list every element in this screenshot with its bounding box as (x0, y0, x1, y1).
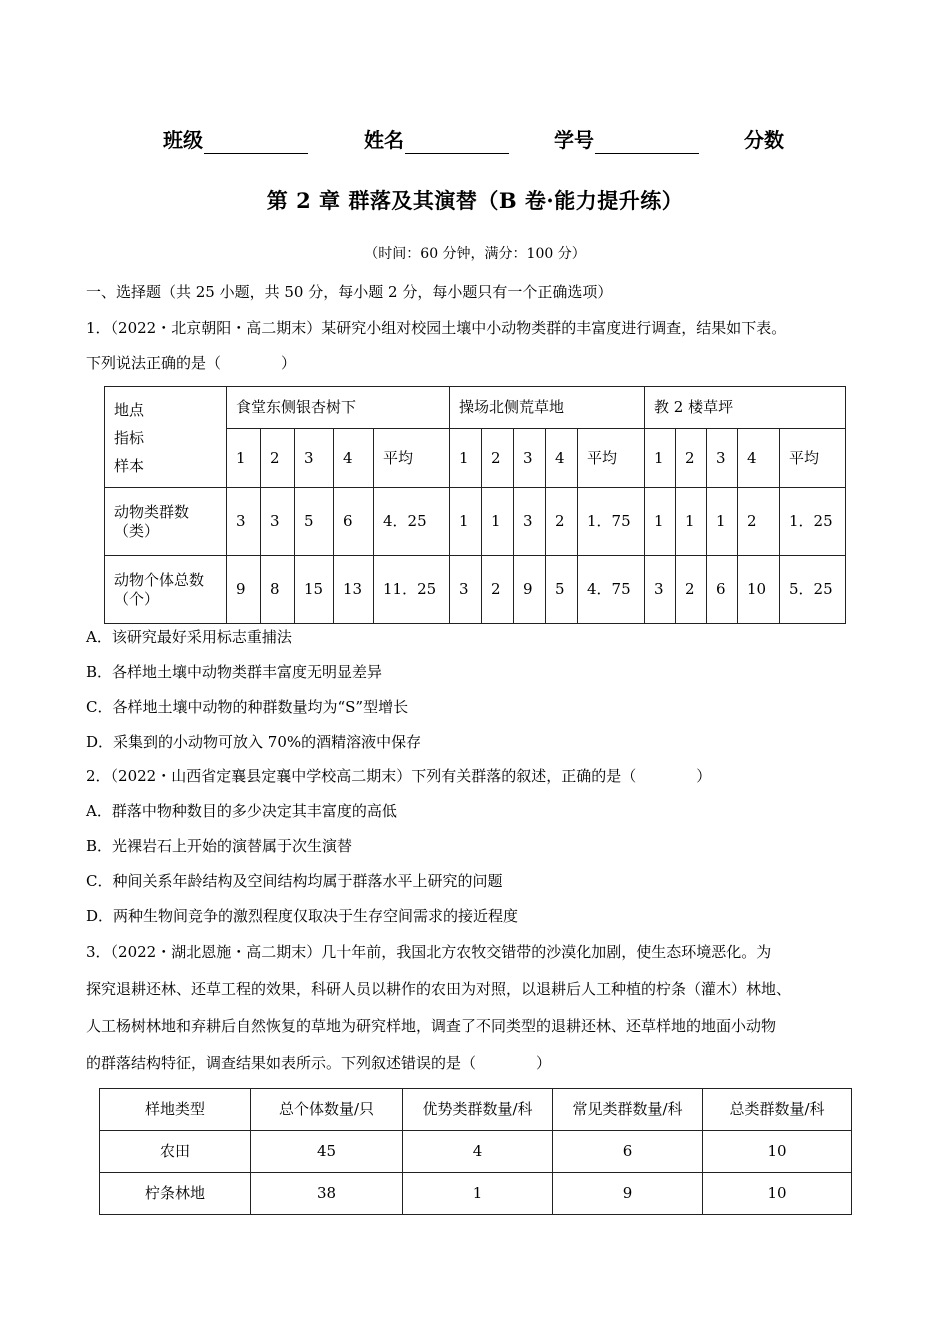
cell: 10 (703, 1131, 852, 1173)
student-id-blank[interactable] (595, 131, 699, 154)
header-cell: 优势类群数量/科 (403, 1089, 553, 1131)
cell-average: 5．25 (780, 556, 846, 624)
cell: 3 (450, 556, 482, 624)
table-row (100, 1131, 852, 1173)
q3-stem-line-2: 探究退耕还林、还草工程的效果，科研人员以耕作的农田为对照，以退耕后人工种植的柠条（灌木）林地、 (86, 980, 792, 998)
cell: 10 (703, 1173, 852, 1215)
cell: 3 (227, 488, 261, 556)
cell: 2 (676, 556, 707, 624)
q3-data-table (99, 1088, 852, 1215)
q1-option-c[interactable]: C．各样地土壤中动物的种群数量均为“S”型增长 (86, 698, 409, 716)
sample-header-average: 平均 (578, 429, 645, 488)
q2-option-b[interactable]: B．光裸岩石上开始的演替属于次生演替 (86, 837, 353, 855)
cell: 9 (227, 556, 261, 624)
section-heading: 一、选择题（共 25 小题，共 50 分，每小题 2 分，每小题只有一个正确选项） (86, 283, 613, 301)
cell: 38 (251, 1173, 403, 1215)
cell: 3 (261, 488, 295, 556)
cell: 5 (295, 488, 334, 556)
header-cell: 总个体数量/只 (251, 1089, 403, 1131)
site-header-1: 食堂东侧银杏树下 (227, 387, 450, 429)
row-label-unit: （个） (114, 589, 160, 608)
row-label-unit: （类） (114, 521, 160, 540)
row-label-line: 动物个体总数 (114, 570, 205, 589)
cell: 5 (546, 556, 578, 624)
q3-stem-line-4: 的群落结构特征，调查结果如表所示。下列叙述错误的是（ ） (86, 1054, 552, 1072)
table-row (105, 556, 846, 624)
corner-label-indicator: 指标 (114, 429, 145, 447)
corner-header-cell (105, 387, 227, 488)
cell: 1 (676, 488, 707, 556)
q1-option-d[interactable]: D．采集到的小动物可放入 70%的酒精溶液中保存 (86, 733, 422, 751)
cell: 6 (707, 556, 738, 624)
cell-average: 1．75 (578, 488, 645, 556)
sample-header: 3 (295, 429, 334, 488)
sample-header: 1 (645, 429, 676, 488)
cell: 8 (261, 556, 295, 624)
student-id-label: 学号 (554, 128, 594, 152)
sample-header: 3 (514, 429, 546, 488)
row-label (105, 488, 227, 556)
name-blank[interactable] (405, 131, 509, 154)
cell: 10 (738, 556, 780, 624)
sample-header: 1 (450, 429, 482, 488)
row-label-line: 动物类群数 (114, 502, 190, 521)
q2-option-a[interactable]: A．群落中物种数目的多少决定其丰富度的高低 (86, 802, 397, 820)
q1-stem-line-2: 下列说法正确的是（ ） (86, 354, 297, 372)
cell: 45 (251, 1131, 403, 1173)
sample-header-average: 平均 (374, 429, 450, 488)
sample-header: 2 (261, 429, 295, 488)
sample-header: 2 (676, 429, 707, 488)
cell-average: 11．25 (374, 556, 450, 624)
sample-header-average: 平均 (780, 429, 846, 488)
cell: 4 (403, 1131, 553, 1173)
cell-average: 4．75 (578, 556, 645, 624)
sample-header: 4 (334, 429, 374, 488)
table-header-row (100, 1089, 852, 1131)
cell: 柠条林地 (100, 1173, 251, 1215)
site-header-3: 教 2 楼草坪 (645, 387, 846, 429)
header-cell: 样地类型 (100, 1089, 251, 1131)
name-label: 姓名 (364, 128, 404, 152)
score-label: 分数 (744, 128, 784, 152)
exam-info: （时间：60 分钟，满分：100 分） (364, 246, 586, 262)
site-header-2: 操场北侧荒草地 (450, 387, 645, 429)
cell: 6 (553, 1131, 703, 1173)
student-id-field (554, 126, 699, 154)
class-field (163, 126, 308, 154)
corner-label-location: 地点 (114, 401, 145, 419)
sample-header: 1 (227, 429, 261, 488)
cell: 农田 (100, 1131, 251, 1173)
page-title: 第 2 章 群落及其演替（B 卷·能力提升练） (266, 188, 684, 213)
q3-stem-line-3: 人工杨树林地和弃耕后自然恢复的草地为研究样地，调查了不同类型的退耕还林、还草样地的地面小动物 (86, 1017, 777, 1035)
score-field (744, 126, 784, 154)
cell-average: 4．25 (374, 488, 450, 556)
sample-header: 4 (546, 429, 578, 488)
q1-option-b[interactable]: B．各样地土壤中动物类群丰富度无明显差异 (86, 663, 383, 681)
class-blank[interactable] (204, 131, 308, 154)
sample-header: 4 (738, 429, 780, 488)
cell: 2 (482, 556, 514, 624)
cell: 15 (295, 556, 334, 624)
cell: 1 (403, 1173, 553, 1215)
corner-label-sample: 样本 (114, 457, 145, 475)
header-cell: 总类群数量/科 (703, 1089, 852, 1131)
q2-option-c[interactable]: C．种间关系年龄结构及空间结构均属于群落水平上研究的问题 (86, 872, 503, 890)
header-cell: 常见类群数量/科 (553, 1089, 703, 1131)
cell: 1 (707, 488, 738, 556)
q2-stem-line-1: 2．（2022・山西省定襄县定襄中学校高二期末）下列有关群落的叙述，正确的是（ ） (86, 767, 712, 785)
row-label (105, 556, 227, 624)
class-label: 班级 (163, 128, 203, 152)
q2-option-d[interactable]: D．两种生物间竞争的激烈程度仅取决于生存空间需求的接近程度 (86, 907, 519, 925)
cell: 2 (738, 488, 780, 556)
cell: 9 (553, 1173, 703, 1215)
cell-average: 1．25 (780, 488, 846, 556)
sample-header: 2 (482, 429, 514, 488)
q1-stem-line-1: 1．（2022・北京朝阳・高二期末）某研究小组对校园土壤中小动物类群的丰富度进行调查，结果如下表。 (86, 319, 787, 337)
q1-option-a[interactable]: A．该研究最好采用标志重捕法 (86, 628, 292, 646)
cell: 2 (546, 488, 578, 556)
table-row (105, 488, 846, 556)
cell: 3 (645, 556, 676, 624)
sample-header: 3 (707, 429, 738, 488)
q3-stem-line-1: 3．（2022・湖北恩施・高二期末）几十年前，我国北方农牧交错带的沙漠化加剧，使生态环境恶化。为 (86, 943, 772, 961)
cell: 9 (514, 556, 546, 624)
q1-data-table (104, 386, 846, 624)
cell: 6 (334, 488, 374, 556)
cell: 1 (450, 488, 482, 556)
cell: 3 (514, 488, 546, 556)
cell: 1 (482, 488, 514, 556)
cell: 1 (645, 488, 676, 556)
cell: 13 (334, 556, 374, 624)
name-field (364, 126, 509, 154)
table-row (100, 1173, 852, 1215)
